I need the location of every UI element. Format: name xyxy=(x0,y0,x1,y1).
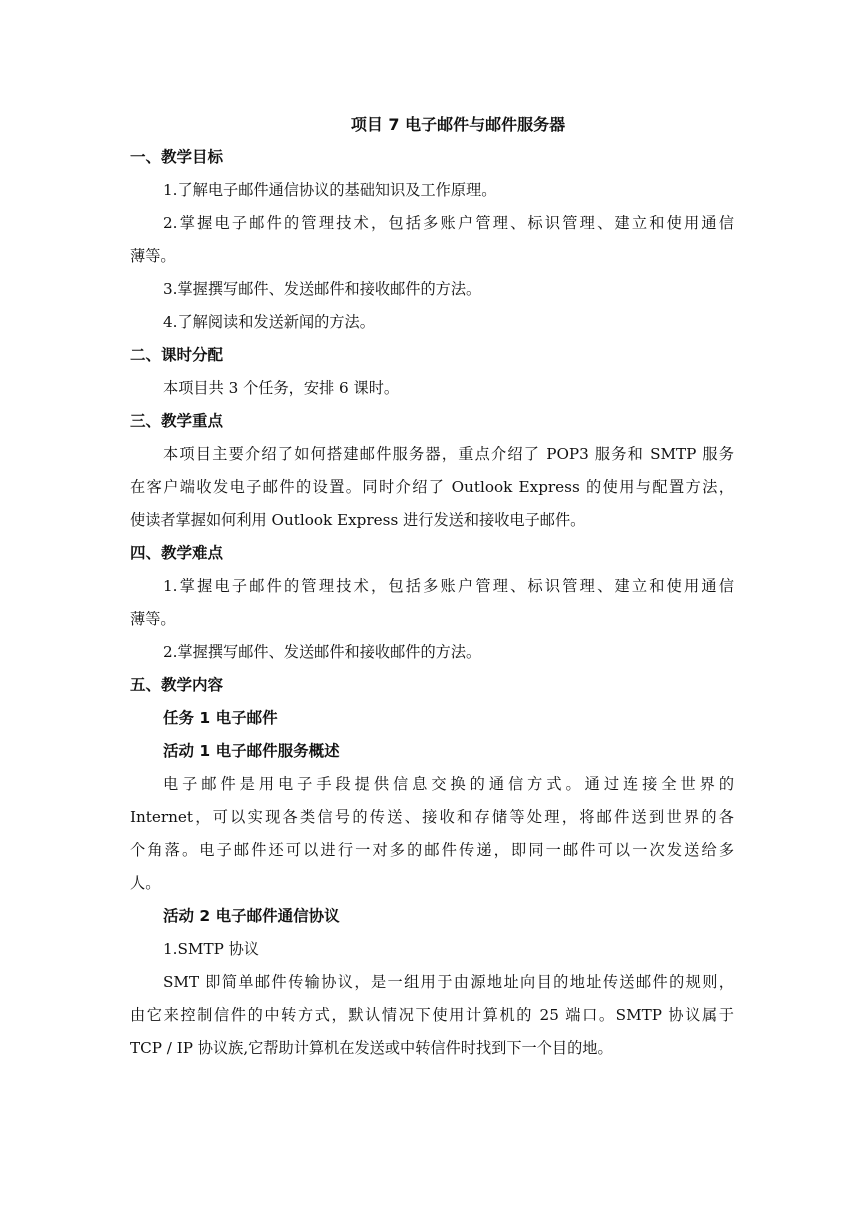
hours-text: 本项目共 3 个任务，安排 6 课时。 xyxy=(163,379,400,397)
activity-1-heading: 活动 1 电子邮件服务概述 xyxy=(163,742,340,760)
key-points-line-3: 使读者掌握如何利用 Outlook Express 进行发送和接收电子邮件。 xyxy=(130,511,586,529)
objective-item-1: 1.了解电子邮件通信协议的基础知识及工作原理。 xyxy=(163,181,497,199)
document-title: 项目 7 电子邮件与邮件服务器 xyxy=(350,115,566,134)
section-heading-hours: 二、课时分配 xyxy=(130,346,224,364)
task-1-heading: 任务 1 电子邮件 xyxy=(163,709,278,727)
difficulty-item-1-cont: 薄等。 xyxy=(130,610,176,628)
section-heading-objectives: 一、教学目标 xyxy=(130,148,224,166)
activity-2-heading: 活动 2 电子邮件通信协议 xyxy=(163,907,340,925)
key-points-line-1: 本项目主要介绍了如何搭建邮件服务器，重点介绍了 POP3 服务和 SMTP 服务 xyxy=(163,445,734,463)
difficulty-item-1: 1.掌握电子邮件的管理技术，包括多账户管理、标识管理、建立和使用通信 xyxy=(163,577,734,595)
activity-1-line-2: Internet，可以实现各类信号的传送、接收和存储等处理，将邮件送到世界的各 xyxy=(130,808,734,826)
objective-item-3: 3.掌握撰写邮件、发送邮件和接收邮件的方法。 xyxy=(163,280,482,298)
section-heading-key-points: 三、教学重点 xyxy=(130,412,224,430)
key-points-line-2: 在客户端收发电子邮件的设置。同时介绍了 Outlook Express 的使用与配置方法， xyxy=(130,478,734,496)
objective-item-2-cont: 薄等。 xyxy=(130,247,176,265)
objective-item-4: 4.了解阅读和发送新闻的方法。 xyxy=(163,313,375,331)
section-heading-content: 五、教学内容 xyxy=(130,676,224,694)
section-heading-difficulties: 四、教学难点 xyxy=(130,544,224,562)
smtp-line-2: 由它来控制信件的中转方式，默认情况下使用计算机的 25 端口。SMTP 协议属于 xyxy=(130,1006,734,1024)
smtp-line-1: SMT 即简单邮件传输协议，是一组用于由源地址向目的地址传送邮件的规则， xyxy=(163,973,734,991)
document-page xyxy=(130,108,734,1065)
objective-item-2: 2.掌握电子邮件的管理技术，包括多账户管理、标识管理、建立和使用通信 xyxy=(163,214,734,232)
activity-1-line-1: 电子邮件是用电子手段提供信息交换的通信方式。通过连接全世界的 xyxy=(163,775,734,793)
smtp-line-3: TCP / IP 协议族,它帮助计算机在发送或中转信件时找到下一个目的地。 xyxy=(130,1039,613,1057)
smtp-subheading: 1.SMTP 协议 xyxy=(163,940,259,958)
difficulty-item-2: 2.掌握撰写邮件、发送邮件和接收邮件的方法。 xyxy=(163,643,482,661)
activity-1-line-3: 个角落。电子邮件还可以进行一对多的邮件传递，即同一邮件可以一次发送给多 xyxy=(130,841,734,859)
activity-1-line-4: 人。 xyxy=(130,874,161,892)
